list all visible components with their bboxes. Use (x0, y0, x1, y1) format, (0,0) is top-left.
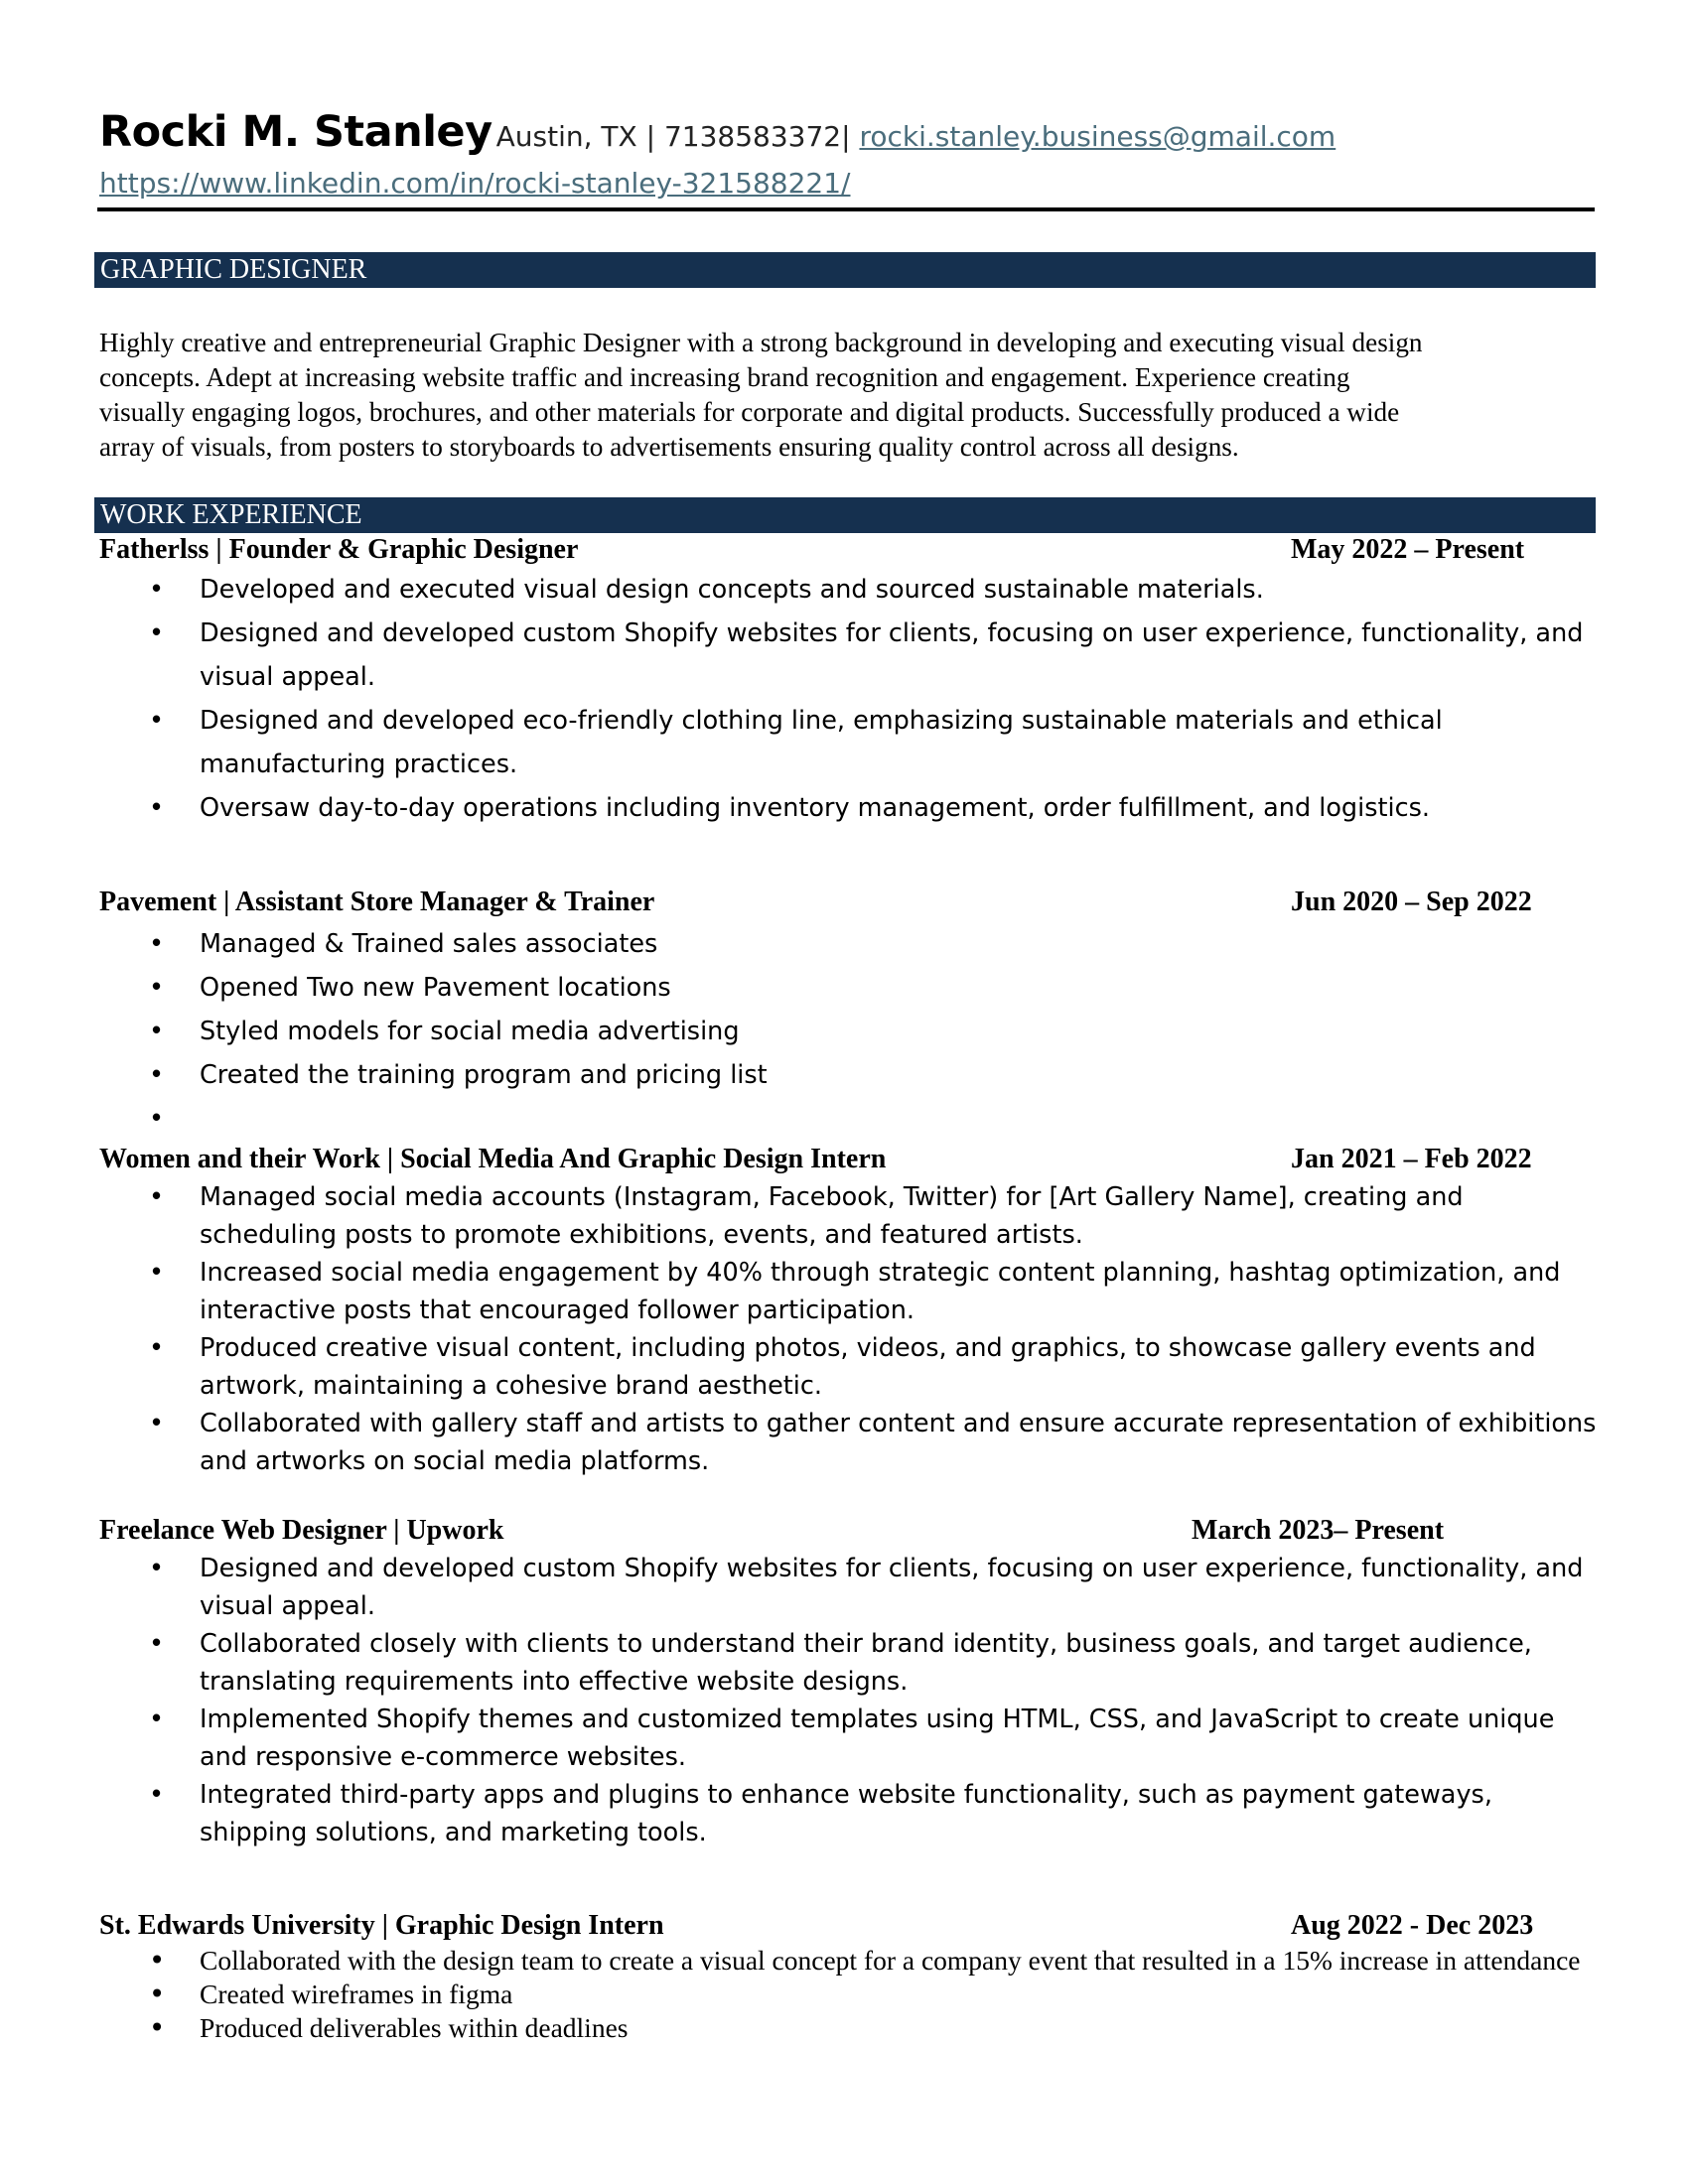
job-dates: Jun 2020 – Sep 2022 (1291, 887, 1532, 917)
list-item: • Increased social media engagement by 40% through strategic content planning, hashtag optimization, and interactive posts that encouraged follower participation. (149, 1254, 1599, 1329)
job-title: Fatherlss | Founder & Graphic Designer (99, 534, 579, 565)
list-item: • Managed social media accounts (Instagram, Facebook, Twitter) for [Art Gallery Name], creating and scheduling posts to promote exhibitions, events, and featured artists. (149, 1178, 1599, 1254)
summary-line: array of visuals, from posters to storyboards to advertisements ensuring quality control across all designs. (99, 432, 1239, 462)
job-heading (99, 1908, 1569, 1944)
job-heading (99, 532, 1569, 568)
linkedin-link[interactable]: https://www.linkedin.com/in/rocki-stanley-321588221/ (99, 167, 851, 200)
list-item: • Oversaw day-to-day operations including inventory management, order fulfillment, and logistics. (149, 786, 1599, 830)
job-title: Women and their Work | Social Media And Graphic Design Intern (99, 1144, 887, 1174)
job-bullets (149, 568, 1599, 830)
job-heading (99, 1142, 1569, 1177)
summary-line: concepts. Adept at increasing website traffic and increasing brand recognition and engagement. Experience creating (99, 362, 1350, 392)
summary-line: visually engaging logos, brochures, and other materials for corporate and digital products. Successfully produced a wide (99, 397, 1400, 427)
list-item: • Managed & Trained sales associates (149, 922, 1599, 966)
job-dates: Jan 2021 – Feb 2022 (1291, 1144, 1532, 1174)
job-title: Freelance Web Designer | Upwork (99, 1515, 504, 1546)
location-phone: Austin, TX | 7138583372| (495, 120, 860, 153)
summary-paragraph (99, 326, 1599, 465)
email-link[interactable]: rocki.stanley.business@gmail.com (859, 120, 1336, 153)
section-bar-summary: GRAPHIC DESIGNER (94, 252, 1596, 288)
list-item: • Produced deliverables within deadlines (149, 2011, 1599, 2045)
list-item: • Produced creative visual content, including photos, videos, and graphics, to showcase gallery events and artwork, maintaining a cohesive brand aesthetic. (149, 1329, 1599, 1405)
header-divider (97, 207, 1595, 211)
list-item: • Implemented Shopify themes and customized templates using HTML, CSS, and JavaScript to create unique and responsive e-commerce websites. (149, 1701, 1599, 1776)
linkedin-line (99, 167, 850, 200)
list-item: • Designed and developed custom Shopify websites for clients, focusing on user experience, functionality, and visual appeal. (149, 612, 1599, 699)
job-dates: Aug 2022 - Dec 2023 (1291, 1910, 1534, 1941)
job-dates: March 2023– Present (1192, 1515, 1445, 1546)
list-item: • Designed and developed custom Shopify websites for clients, focusing on user experience, functionality, and visual appeal. (149, 1550, 1599, 1625)
list-item: • Collaborated with gallery staff and artists to gather content and ensure accurate representation of exhibitions and artworks on social media platforms. (149, 1405, 1599, 1480)
list-item: • Created wireframes in figma (149, 1978, 1599, 2011)
job-dates: May 2022 – Present (1291, 534, 1525, 565)
list-item: • Styled models for social media advertising (149, 1010, 1599, 1053)
job-bullets (149, 922, 1599, 1141)
section-bar-experience: WORK EXPERIENCE (94, 497, 1596, 533)
candidate-name: Rocki M. Stanley (99, 107, 492, 157)
job-bullets (149, 1178, 1599, 1480)
list-item: • Opened Two new Pavement locations (149, 966, 1599, 1010)
job-title: St. Edwards University | Graphic Design Intern (99, 1910, 664, 1941)
list-item: • Developed and executed visual design concepts and sourced sustainable materials. (149, 568, 1599, 612)
header-line (99, 107, 1336, 157)
list-item: • Created the training program and pricing list (149, 1053, 1599, 1097)
summary-line: Highly creative and entrepreneurial Graphic Designer with a strong background in developing and executing visual design (99, 328, 1423, 357)
job-bullets (149, 1550, 1599, 1851)
job-heading (99, 885, 1569, 920)
list-item (149, 1097, 1599, 1141)
list-item: • Collaborated closely with clients to understand their brand identity, business goals, and target audience, translating requirements into effective website designs. (149, 1625, 1599, 1701)
list-item: • Designed and developed eco-friendly clothing line, emphasizing sustainable materials and ethical manufacturing practices. (149, 699, 1599, 786)
list-item: • Integrated third-party apps and plugins to enhance website functionality, such as payment gateways, shipping solutions, and marketing tools. (149, 1776, 1599, 1851)
job-title: Pavement | Assistant Store Manager & Trainer (99, 887, 655, 917)
job-heading (99, 1513, 1569, 1549)
job-bullets (149, 1944, 1599, 2045)
list-item: • Collaborated with the design team to create a visual concept for a company event that resulted in a 15% increase in attendance (149, 1944, 1599, 1978)
